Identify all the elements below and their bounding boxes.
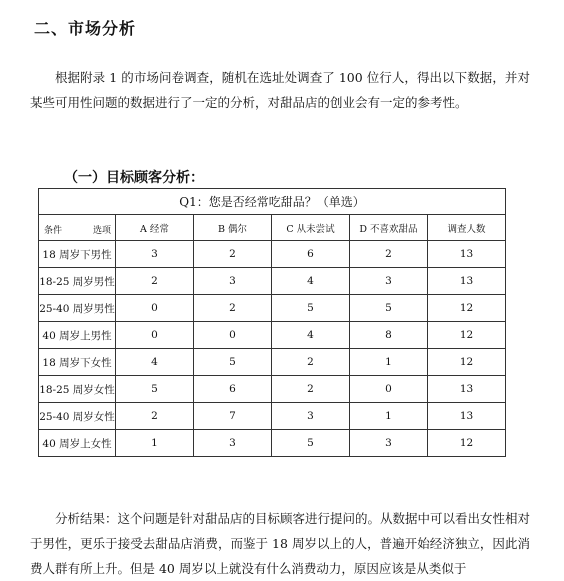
table-cell: 8 (350, 322, 428, 349)
table-cell: 3 (194, 430, 272, 457)
table-cell: 5 (272, 295, 350, 322)
row-label: 25-40 周岁女性 (39, 403, 116, 430)
table-cell: 2 (272, 349, 350, 376)
table-cell: 2 (272, 376, 350, 403)
row-label: 40 周岁上男性 (39, 322, 116, 349)
table-cell: 5 (272, 430, 350, 457)
column-header: D 不喜欢甜品 (350, 215, 428, 241)
table-cell: 3 (350, 268, 428, 295)
table-row (39, 241, 506, 268)
table-cell: 0 (116, 295, 194, 322)
table-cell: 2 (350, 241, 428, 268)
row-label: 18 周岁下女性 (39, 349, 116, 376)
table-corner-cell (39, 215, 116, 241)
table-cell: 5 (116, 376, 194, 403)
table-row (39, 349, 506, 376)
table-cell: 5 (194, 349, 272, 376)
corner-label-options: 选项 (92, 226, 111, 236)
table-cell: 2 (116, 403, 194, 430)
table-cell: 1 (350, 403, 428, 430)
table-cell: 12 (428, 295, 506, 322)
table-cell: 13 (428, 403, 506, 430)
table-cell: 6 (272, 241, 350, 268)
table-cell: 7 (194, 403, 272, 430)
table-cell: 12 (428, 430, 506, 457)
table-cell: 0 (194, 322, 272, 349)
table-cell: 3 (116, 241, 194, 268)
table-row (39, 268, 506, 295)
table-row (39, 376, 506, 403)
row-label: 40 周岁上女性 (39, 430, 116, 457)
table-cell: 2 (194, 241, 272, 268)
table-cell: 1 (350, 349, 428, 376)
table-cell: 0 (116, 322, 194, 349)
table-cell: 13 (428, 241, 506, 268)
column-header: C 从未尝试 (272, 215, 350, 241)
table-row (39, 403, 506, 430)
table-cell: 0 (350, 376, 428, 403)
column-header: B 偶尔 (194, 215, 272, 241)
table-title: Q1：您是否经常吃甜品？（单选） (39, 189, 506, 215)
table-cell: 4 (116, 349, 194, 376)
corner-label-conditions: 条件 (44, 226, 63, 236)
table-cell: 3 (350, 430, 428, 457)
table-row (39, 430, 506, 457)
intro-paragraph: 根据附录 1 的市场问卷调查，随机在选址处调查了 100 位行人，得出以下数据，并对某些可用性问题的数据进行了一定的分析，对甜品店的创业会有一定的参考性。 (30, 70, 530, 110)
table-cell: 13 (428, 376, 506, 403)
row-label: 18-25 周岁男性 (39, 268, 116, 295)
column-header: 调查人数 (428, 215, 506, 241)
survey-table (38, 188, 506, 457)
section-title: 二、市场分析 (34, 19, 137, 38)
table-cell: 3 (272, 403, 350, 430)
table-cell: 3 (194, 268, 272, 295)
table-row (39, 295, 506, 322)
row-label: 18 周岁下男性 (39, 241, 116, 268)
table-cell: 12 (428, 322, 506, 349)
table-cell: 6 (194, 376, 272, 403)
analysis-paragraph: 分析结果：这个问题是针对甜品店的目标顾客进行提问的。从数据中可以看出女性相对于男性，更乐于接受去甜品店消费，而鉴于 18 周岁以上的人，普遍开始经济独立，因此消费人群有所上升。但是 40 周岁以上就没有什么消费动力，原因应该是从类似于 (30, 511, 531, 576)
table-cell: 12 (428, 349, 506, 376)
row-label: 18-25 周岁女性 (39, 376, 116, 403)
table-cell: 4 (272, 268, 350, 295)
table-cell: 5 (350, 295, 428, 322)
column-header: A 经常 (116, 215, 194, 241)
row-label: 25-40 周岁男性 (39, 295, 116, 322)
table-header-row (39, 215, 506, 241)
table-row (39, 322, 506, 349)
table-title-row (39, 189, 506, 215)
subsection-title: （一）目标顾客分析： (64, 170, 204, 186)
table-cell: 13 (428, 268, 506, 295)
table-cell: 1 (116, 430, 194, 457)
table-cell: 2 (194, 295, 272, 322)
table-cell: 4 (272, 322, 350, 349)
table-cell: 2 (116, 268, 194, 295)
